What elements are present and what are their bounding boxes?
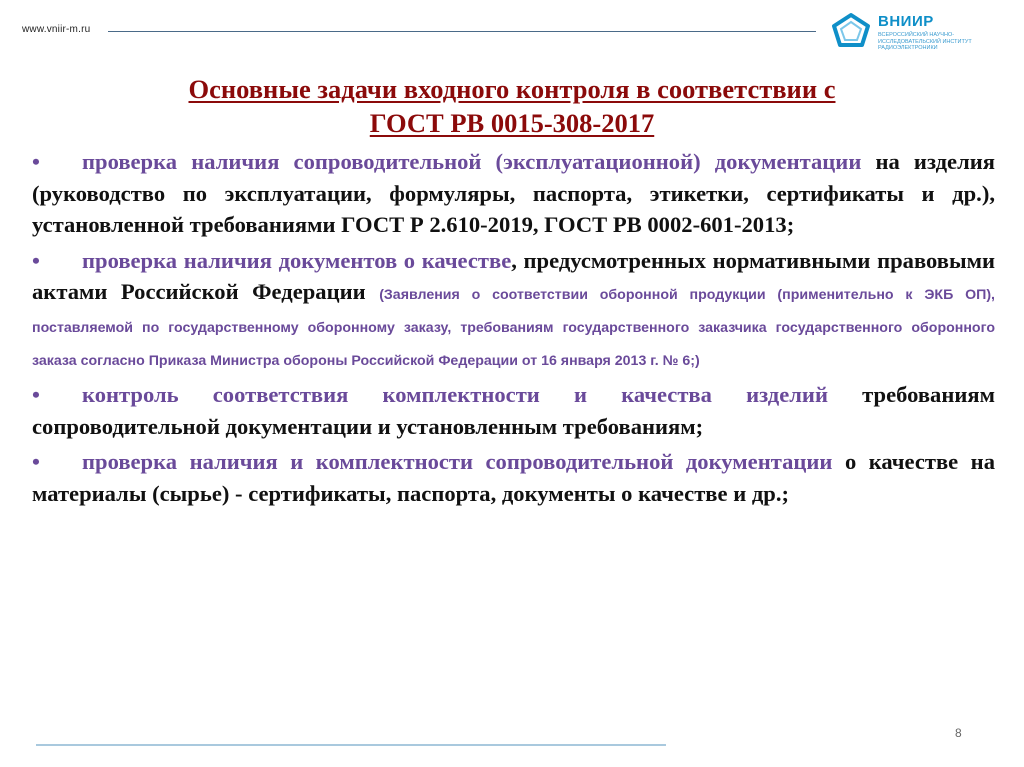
header-rule [108,31,816,32]
task-list [32,146,995,513]
logo-pentagon-icon [830,12,872,48]
bullet: • [32,382,40,407]
item-highlight: проверка наличия сопроводительной (эксплуатационной) документации [82,149,862,174]
logo-subtitle: ВСЕРОССИЙСКИЙ НАУЧНО-ИССЛЕДОВАТЕЛЬСКИЙ ИНСТИТУТ РАДИОЭЛЕКТРОНИКИ [878,32,972,51]
item-highlight: проверка наличия и комплектности сопроводительной документации [82,449,833,474]
page-number: 8 [955,726,962,740]
list-item [32,146,995,241]
item-text: , предусмотренных нормативными правовыми актами Российской Федерации [32,247,996,304]
item-note: (Заявления о соответствии оборонной продукции (применительно к ЭКБ ОП), поставляемой по государственному оборонному заказу, требованиям государственного заказчика государственного оборонного заказа согласно Приказа Министра обороны Российской Федерации от 16 января 2013 г. № 6;) [32,287,995,369]
list-item [32,245,995,376]
list-item [32,446,995,509]
footer-rule [36,744,666,746]
bullet: • [32,149,40,174]
page-title [60,72,964,140]
title-line-1: Основные задачи входного контроля в соответствии с [188,74,836,104]
site-url[interactable]: www.vniir-m.ru [22,24,91,35]
item-text: на изделия (руководство по эксплуатации, формуляры, паспорта, этикетки, сертификаты и др.), установленной требованиями ГОСТ Р 2.610-2019, ГОСТ РВ 0002-601-2013; [32,149,995,237]
item-text: о качестве на материалы (сырье) - сертификаты, паспорта, документы о качестве и др.; [32,449,995,506]
list-item [32,379,995,442]
logo-name: ВНИИР [878,13,934,30]
item-text: требованиям сопроводительной документации и установленным требованиям; [32,382,995,439]
logo [830,12,1000,51]
bullet: • [32,449,40,474]
title-line-2: ГОСТ РВ 0015-308-2017 [369,108,655,138]
item-highlight: контроль соответствия комплектности и качества изделий [82,382,828,407]
bullet: • [32,247,40,273]
item-highlight: проверка наличия документов о качестве [82,247,512,273]
